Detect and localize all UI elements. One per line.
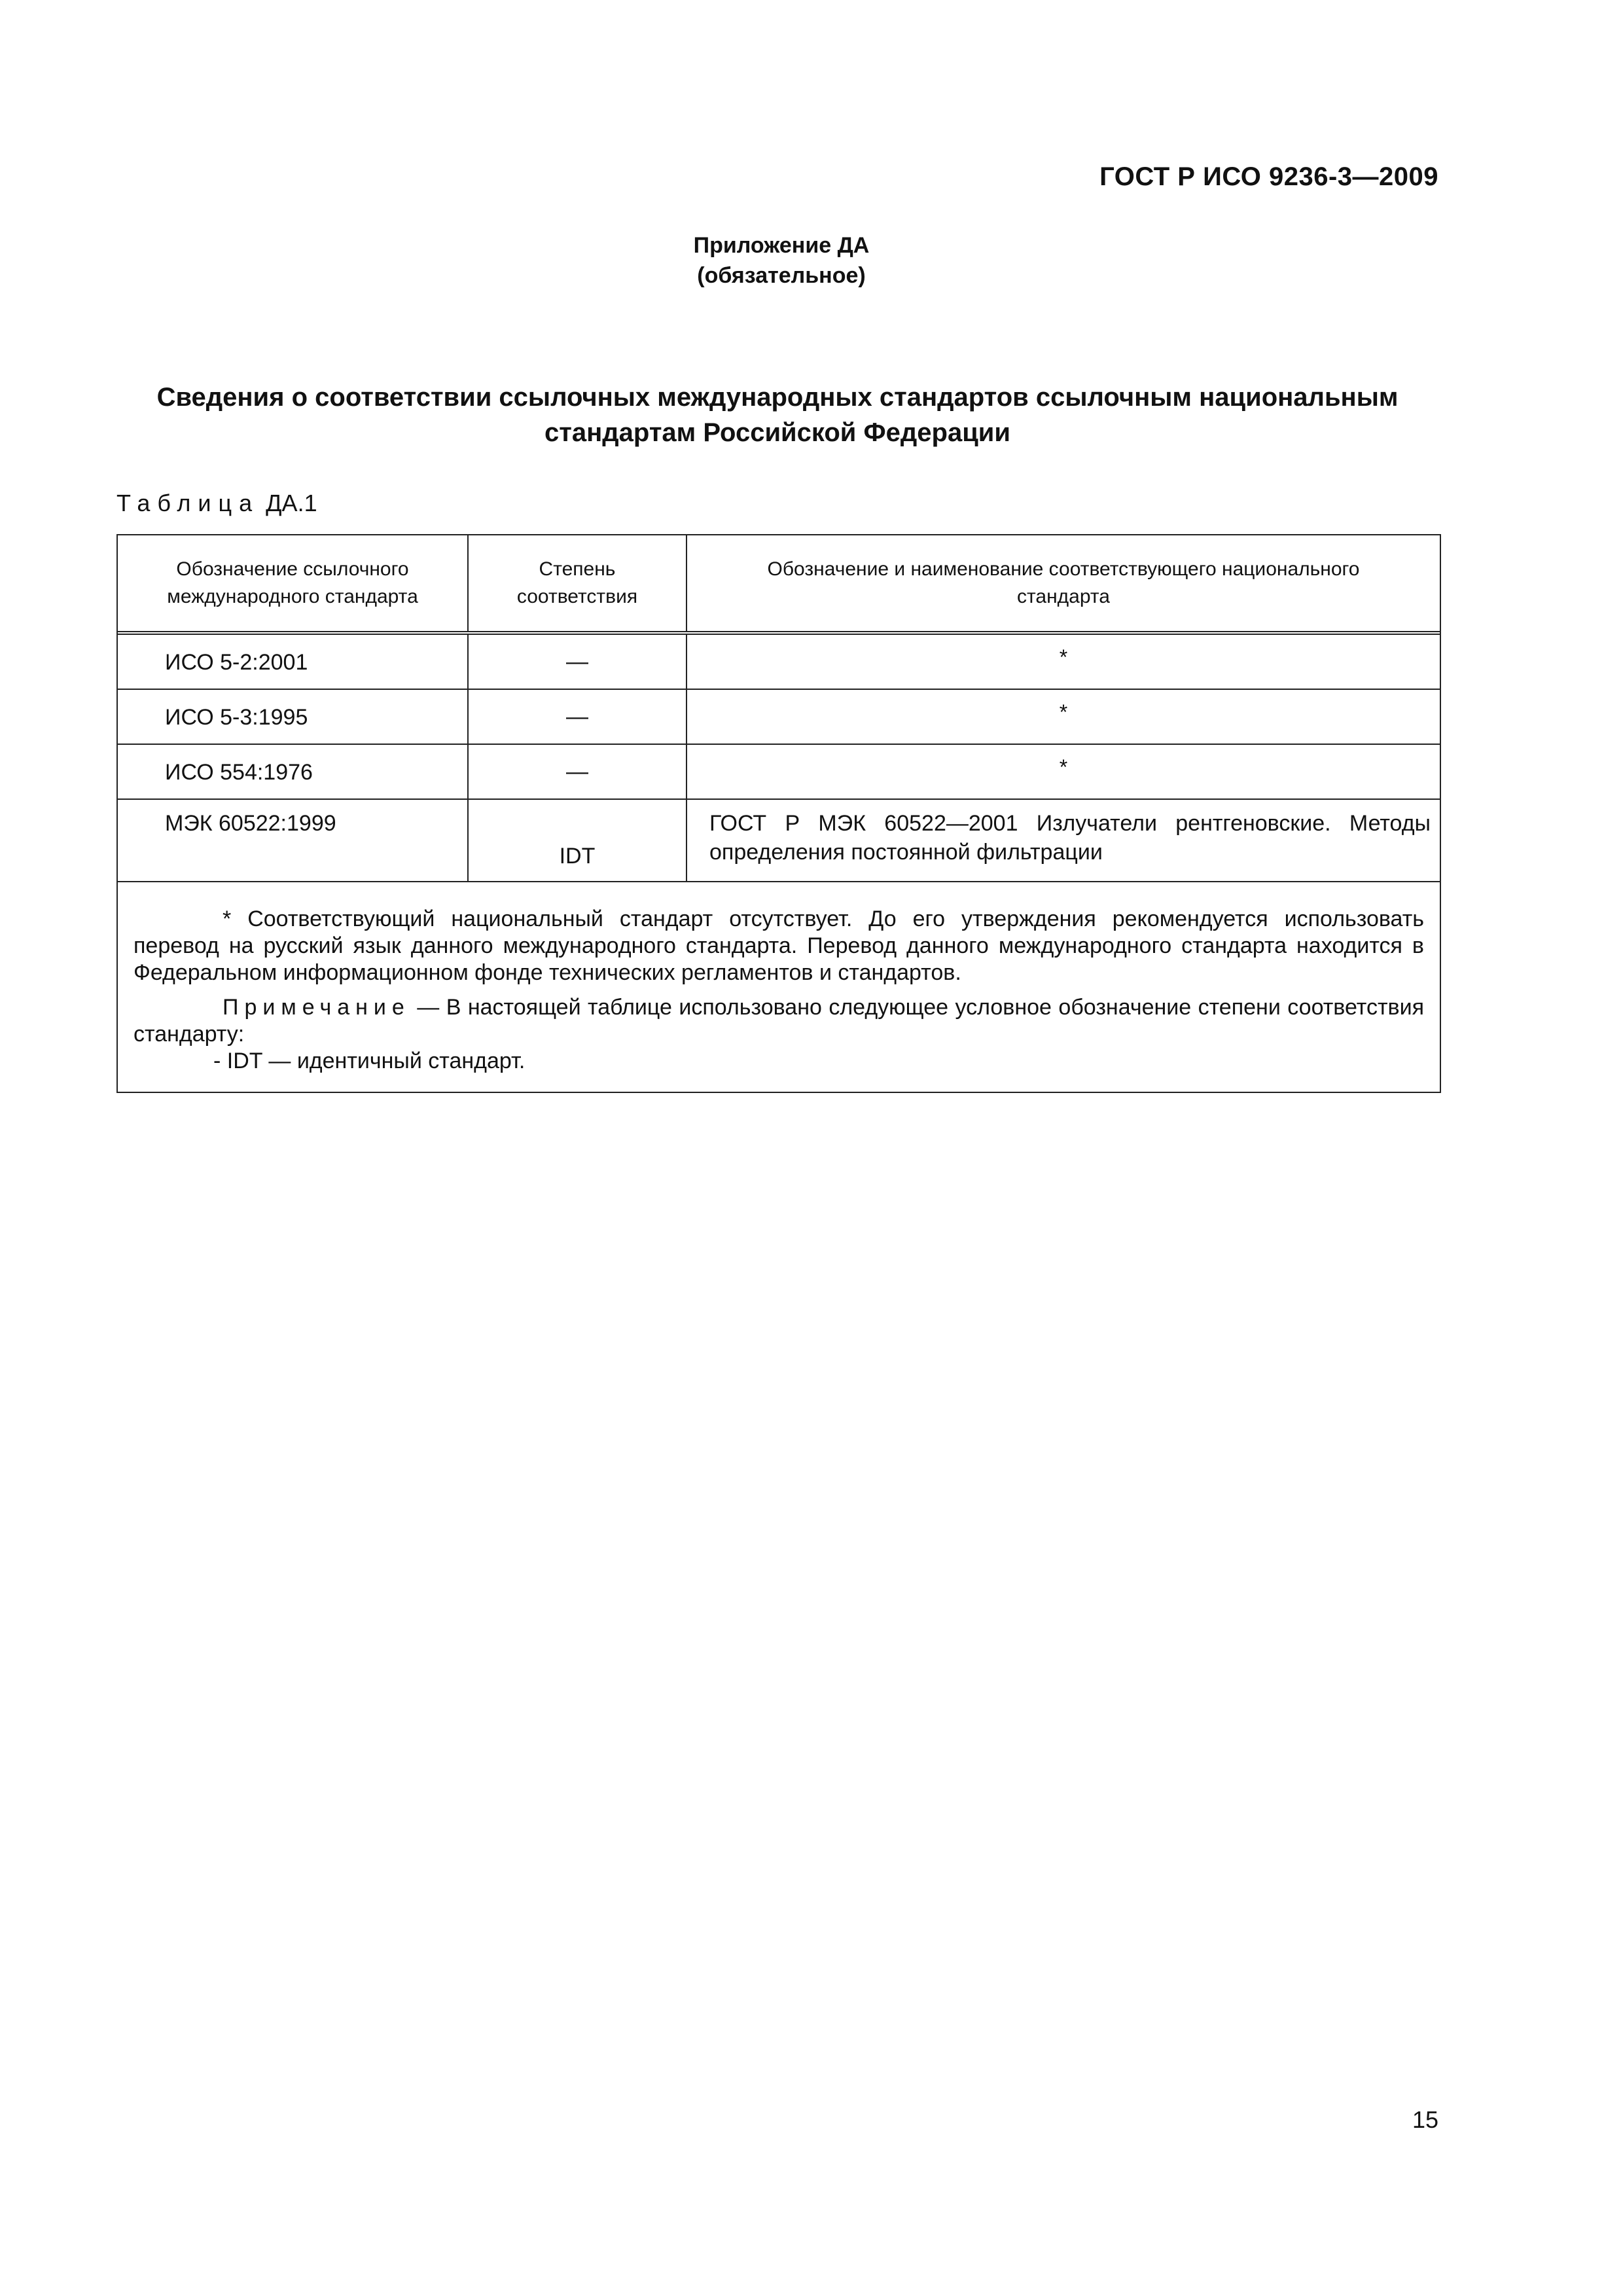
page-number: 15 [1412, 2106, 1438, 2133]
header-reference-standard [118, 535, 469, 631]
header-national-standard [687, 535, 1440, 631]
section-title-line-2: стандартам Российской Федерации [544, 418, 1010, 447]
table-caption [116, 490, 317, 517]
table-caption-word: Таблица [116, 490, 260, 516]
header-col2-line2: соответствия [516, 586, 638, 607]
header-col2-line1: Степень [539, 558, 616, 580]
table-note [134, 994, 1424, 1048]
appendix-heading [0, 230, 1563, 291]
cell-reference: ИСО 5-2:2001 [118, 635, 469, 689]
cell-national: * [1059, 755, 1068, 779]
cell-national: * [1059, 645, 1068, 669]
cell-degree: — [469, 635, 687, 689]
document-code: ГОСТ Р ИСО 9236-3—2009 [1099, 162, 1438, 191]
section-title-line-1: Сведения о соответствии ссылочных международных стандартов ссылочным национальным [156, 383, 1399, 412]
cell-degree: IDT [469, 800, 687, 881]
table-header-row [118, 535, 1440, 635]
header-col3-line2: стандарта [1017, 586, 1110, 607]
table-row [118, 635, 1440, 690]
cell-degree: — [469, 745, 687, 798]
appendix-status: (обязательное) [697, 263, 866, 288]
correspondence-table [116, 534, 1441, 1093]
table-notes [118, 882, 1440, 1092]
table-row [118, 800, 1440, 882]
header-degree [469, 535, 687, 631]
table-footnote: * Соответствующий национальный стандарт отсутствует. До его утверждения рекомендуется использовать перевод на русский язык данного международного стандарта. Перевод данного международного стандарта находится в Федеральном информационном фонде технических регламентов и стандартов. [134, 906, 1424, 985]
cell-national: * [1059, 700, 1068, 724]
section-title [116, 380, 1438, 450]
header-col3-line1: Обозначение и наименование соответствующего национального [767, 558, 1360, 580]
header-col1-line2: международного стандарта [167, 586, 418, 607]
note-label: Примечание [223, 995, 410, 1020]
cell-reference: МЭК 60522:1999 [118, 800, 469, 881]
appendix-title: Приложение ДА [693, 233, 870, 258]
table-caption-id: ДА.1 [266, 490, 317, 516]
cell-national: ГОСТ Р МЭК 60522—2001 Излучатели рентгеновские. Методы определения постоянной фильтрации [709, 811, 1431, 865]
cell-degree: — [469, 690, 687, 744]
cell-reference: ИСО 554:1976 [118, 745, 469, 798]
table-row [118, 690, 1440, 745]
degree-legend: - IDT — идентичный стандарт. [213, 1049, 526, 1073]
table-row [118, 745, 1440, 800]
note-text: — В настоящей таблице использовано следующее условное обозначение степени соответствия стандарту: [134, 995, 1424, 1047]
header-col1-line1: Обозначение ссылочного [176, 558, 409, 580]
cell-reference: ИСО 5-3:1995 [118, 690, 469, 744]
